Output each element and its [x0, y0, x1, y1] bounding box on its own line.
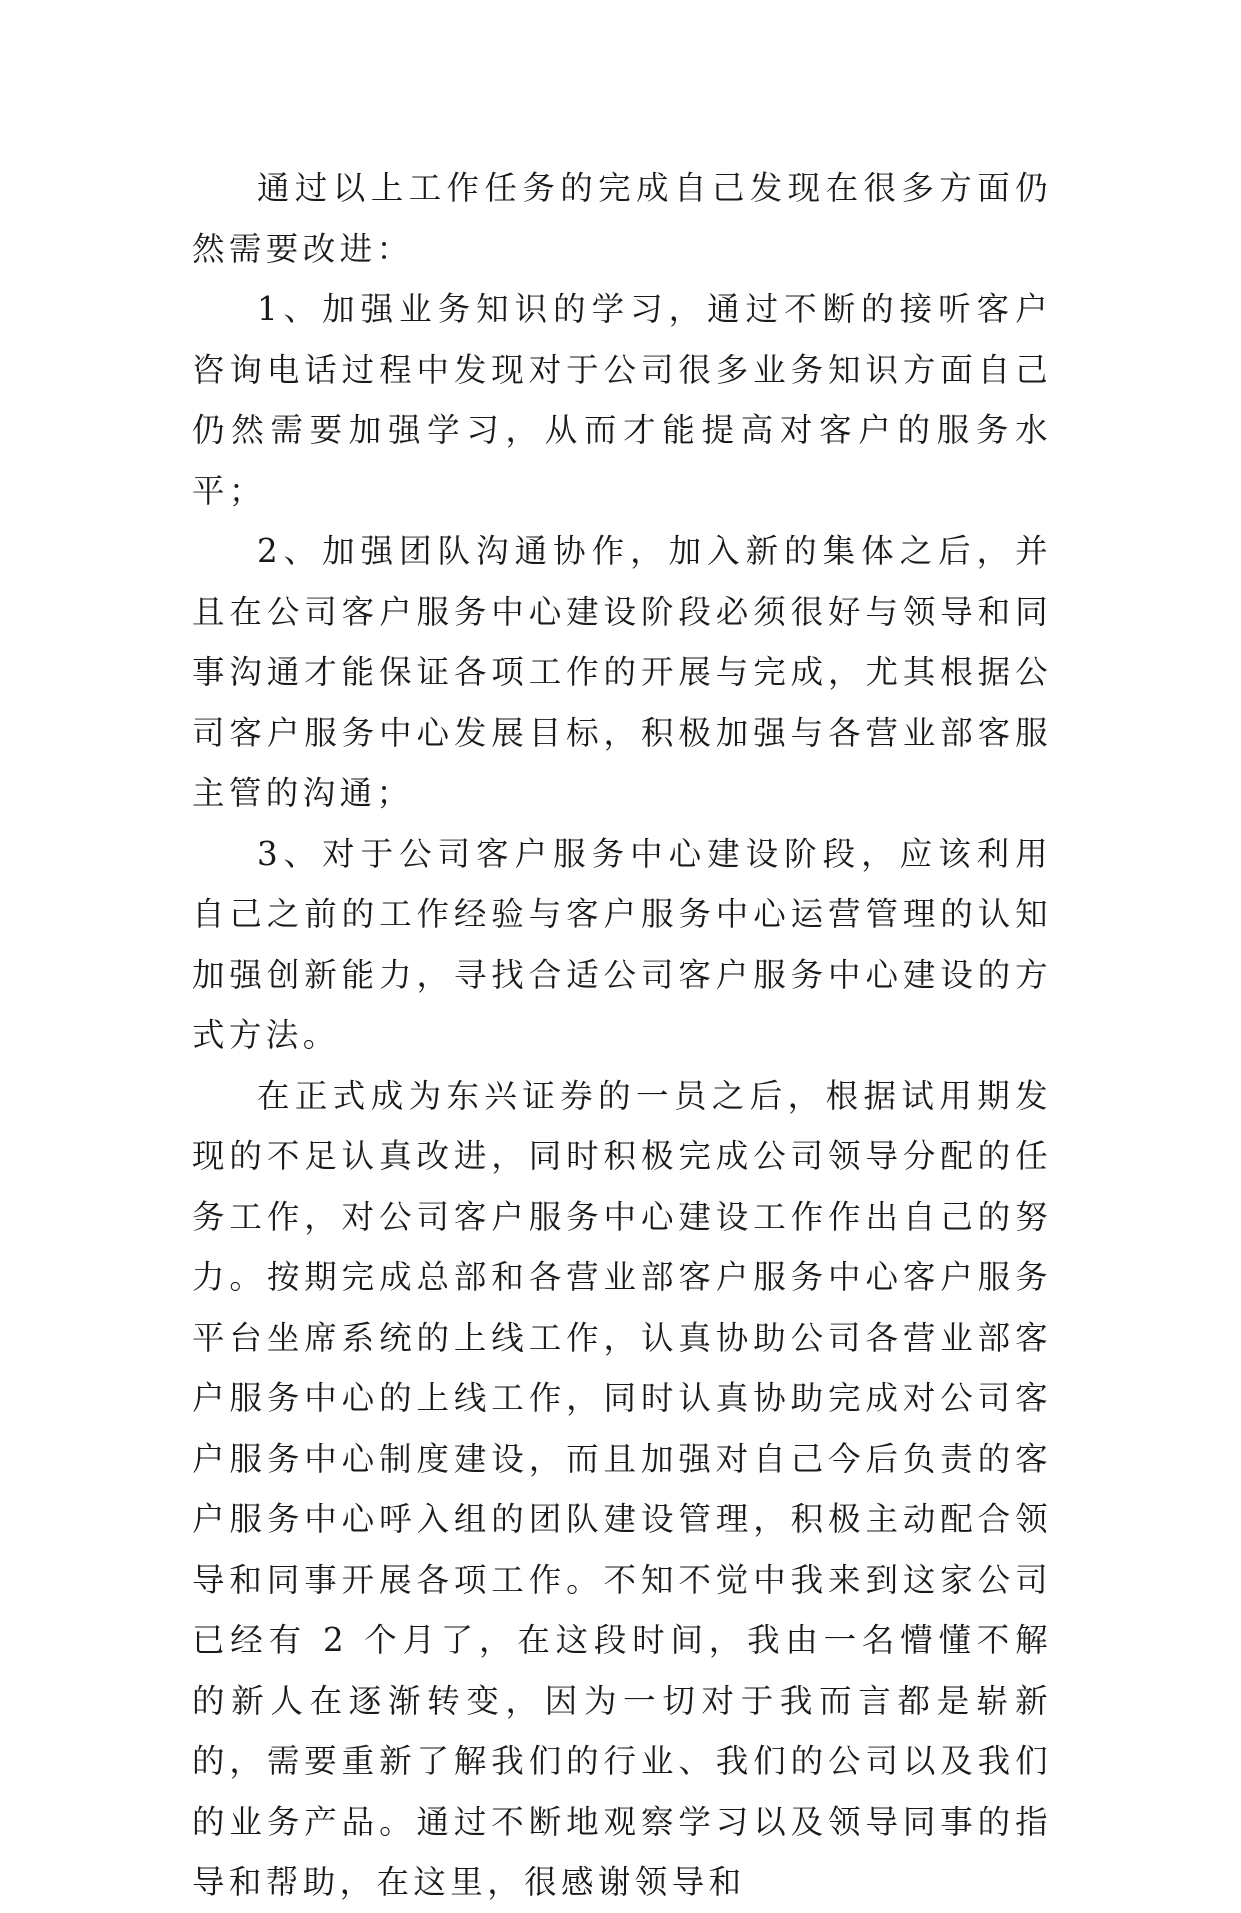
paragraph-item-1: 1、加强业务知识的学习，通过不断的接听客户咨询电话过程中发现对于公司很多业务知识方面自己仍然需要加强学习，从而才能提高对客户的服务水平；: [192, 290, 1052, 510]
paragraph-intro: 通过以上工作任务的完成自己发现在很多方面仍然需要改进：: [192, 169, 1052, 268]
document-body: [192, 158, 1052, 1913]
paragraph-summary: 在正式成为东兴证券的一员之后，根据试用期发现的不足认真改进，同时积极完成公司领导分配的任务工作，对公司客户服务中心建设工作作出自己的努力。按期完成总部和各营业部客户服务中心客户服务平台坐席系统的上线工作，认真协助公司各营业部客户服务中心的上线工作，同时认真协助完成对公司客户服务中心制度建设，而且加强对自己今后负责的客户服务中心呼入组的团队建设管理，积极主动配合领导和同事开展各项工作。不知不觉中我来到这家公司已经有 2 个月了，在这段时间，我由一名懵懂不解的新人在逐渐转变，因为一切对于我而言都是崭新的，需要重新了解我们的行业、我们的公司以及我们的业务产品。通过不断地观察学习以及领导同事的指导和帮助，在这里，很感谢领导和: [192, 1076, 1052, 1901]
paragraph-item-3: 3、对于公司客户服务中心建设阶段，应该利用自己之前的工作经验与客户服务中心运营管理的认知加强创新能力，寻找合适公司客户服务中心建设的方式方法。: [192, 834, 1052, 1054]
paragraph-item-2: 2、加强团队沟通协作，加入新的集体之后，并且在公司客户服务中心建设阶段必须很好与领导和同事沟通才能保证各项工作的开展与完成，尤其根据公司客户服务中心发展目标，积极加强与各营业部客服主管的沟通；: [192, 532, 1052, 812]
